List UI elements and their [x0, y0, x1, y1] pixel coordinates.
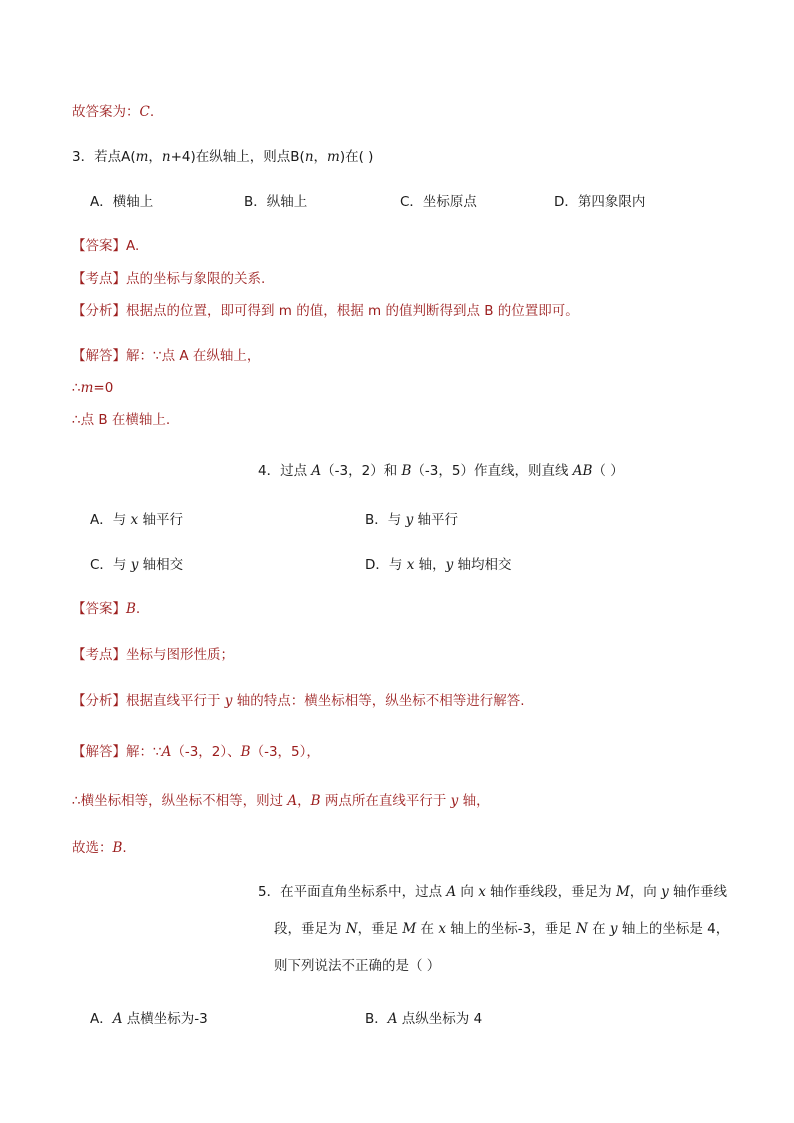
q5-opt-b-post: 点纵坐标为 4	[397, 1011, 483, 1027]
q4-fenxi-line	[72, 692, 525, 710]
q3-var-m: m	[135, 149, 149, 165]
q5-option-b	[365, 1010, 482, 1028]
q5-l1-var-a: A	[446, 884, 457, 900]
q3-text-5: )在( )	[339, 149, 374, 165]
q4-opt-b-var: y	[405, 512, 414, 528]
q4-opt-b-pre: B．与	[365, 512, 406, 528]
q5-opt-a-post: 点横坐标为-3	[122, 1011, 208, 1027]
prev-answer-end: .	[149, 104, 155, 120]
q3-stem	[72, 148, 373, 166]
q3-kaodian: 点的坐标与象限的关系.	[126, 271, 266, 287]
q3-jieda-tag: 【解答】	[72, 348, 126, 364]
q4-step2-a: A	[287, 793, 298, 809]
q3-option-d: D．第四象限内	[554, 194, 646, 210]
q4-opt-a-post: 轴平行	[138, 512, 183, 528]
q4-step2-pre: ∴横坐标相等，纵坐标不相等，则过	[72, 793, 288, 809]
q3-var-m2: m	[327, 149, 340, 165]
q4-step2-y: y	[450, 793, 459, 809]
q5-l1-var-y: y	[661, 884, 669, 900]
q3-text-3: +4)在纵轴上，则点B(	[170, 149, 305, 165]
q3-option-b: B．纵轴上	[244, 194, 308, 210]
q5-l2-var-n2: N	[576, 921, 588, 937]
q3-text-4: ，	[313, 149, 328, 165]
q4-opt-a-var: x	[130, 512, 139, 528]
q3-answer-line	[72, 237, 139, 255]
q5-stem-line-1	[258, 883, 727, 901]
q5-stem-line-3: 则下列说法不正确的是（ ）	[274, 958, 441, 974]
q5-l1-b: 向	[456, 884, 479, 900]
q5-opt-b-pre: B．	[365, 1011, 388, 1027]
q3-answer: A.	[126, 238, 140, 254]
q3-kaodian-line	[72, 270, 265, 288]
q4-opt-d-post: 轴均相交	[453, 557, 512, 573]
q5-l2-var-m: M	[402, 921, 417, 937]
q3-step2: ∴点 B 在横轴上.	[72, 412, 171, 428]
q4-text-3: （-3，5）作直线，则直线	[411, 463, 573, 479]
q4-kaodian-line	[72, 646, 234, 664]
q4-stem	[258, 462, 624, 480]
q3-option-a: A．横轴上	[90, 194, 154, 210]
q4-answer: B	[126, 601, 136, 617]
q4-fenxi-tag: 【分析】	[72, 693, 126, 709]
q4-jieda-b: B	[240, 744, 251, 760]
q5-l2-c: 在	[416, 921, 439, 937]
q5-l1-var-x: x	[478, 884, 486, 900]
q4-opt-d-var2: y	[445, 557, 454, 573]
q3-step1-post: =0	[93, 380, 114, 396]
q4-var-a: A	[311, 463, 322, 479]
q3-step1	[72, 379, 113, 397]
q3-fenxi: 根据点的位置，即可得到 m 的值，根据 m 的值判断得到点 B 的位置即可。	[126, 303, 579, 319]
q3-fenxi-tag: 【分析】	[72, 303, 126, 319]
q5-l1-e: 轴作垂线	[668, 884, 728, 900]
q4-opt-c-var: y	[130, 557, 139, 573]
q5-l2-var-n: N	[345, 921, 358, 937]
q4-text-1: 4．过点	[258, 463, 312, 479]
q4-kaodian-tag: 【考点】	[72, 647, 126, 663]
q4-jieda-mid: （-3，2）、	[171, 744, 241, 760]
q4-opt-c-post: 轴相交	[138, 557, 184, 573]
q5-l1-d: ，向	[629, 884, 662, 900]
q5-opt-a-pre: A．	[90, 1011, 113, 1027]
q5-l1-c: 轴作垂线段，垂足为	[485, 884, 616, 900]
prev-answer-label: 故答案为：	[72, 104, 140, 120]
q4-var-b: B	[401, 463, 412, 479]
q4-select-end: .	[122, 840, 127, 856]
q4-jieda-post: （-3，5），	[250, 744, 320, 760]
q4-jieda-a: A	[161, 744, 172, 760]
q4-jieda-tag: 【解答】	[72, 744, 126, 760]
q3-text-2: ，	[148, 149, 162, 165]
q4-text-2: （-3，2）和	[321, 463, 402, 479]
q4-jieda-pre: 解：∵	[126, 744, 162, 760]
q5-stem-line-2	[274, 920, 729, 938]
q4-opt-a-pre: A．与	[90, 512, 131, 528]
q5-opt-a-var: A	[112, 1011, 123, 1027]
q4-fenxi-var: y	[224, 693, 233, 709]
q4-option-c	[90, 556, 183, 574]
q4-step2-mid: ，	[297, 793, 311, 809]
q4-fenxi-pre: 根据直线平行于	[126, 693, 225, 709]
q4-jieda-line	[72, 743, 320, 761]
q3-answer-tag: 【答案】	[72, 238, 126, 254]
q4-answer-end: .	[135, 601, 141, 617]
prev-answer-value: C	[139, 104, 150, 120]
q3-var-n: n	[161, 149, 171, 165]
q4-opt-c-pre: C．与	[90, 557, 131, 573]
q4-select-label: 故选：	[72, 840, 113, 856]
q4-opt-b-post: 轴平行	[413, 512, 458, 528]
q3-step1-var: m	[80, 380, 94, 396]
q3-step1-pre: ∴	[72, 380, 81, 396]
q4-var-ab: AB	[572, 463, 593, 479]
q5-l2-d: 轴上的坐标-3，垂足	[445, 921, 576, 937]
q3-fenxi-line	[72, 302, 579, 320]
q4-opt-d-mid: 轴，	[414, 557, 446, 573]
q3-jieda-line	[72, 347, 260, 365]
q4-opt-d-pre: D．与	[365, 557, 407, 573]
q4-option-d	[365, 556, 512, 574]
q5-l1-a: 5．在平面直角坐标系中，过点	[258, 884, 447, 900]
q5-l2-a: 段，垂足为	[274, 921, 346, 937]
q4-step2-post: 轴，	[458, 793, 490, 809]
q3-kaodian-tag: 【考点】	[72, 271, 126, 287]
q5-l2-f: 轴上的坐标是 4，	[617, 921, 730, 937]
q5-l2-e: 在	[587, 921, 610, 937]
q4-fenxi-post: 轴的特点：横坐标相等，纵坐标不相等进行解答.	[232, 693, 525, 709]
q4-answer-tag: 【答案】	[72, 601, 126, 617]
q4-opt-d-var1: x	[406, 557, 415, 573]
q4-answer-line	[72, 600, 140, 618]
q4-option-b	[365, 511, 458, 529]
q3-var-n2: n	[304, 149, 314, 165]
prev-answer-line	[72, 103, 154, 121]
q4-step2	[72, 792, 490, 810]
q4-option-a	[90, 511, 183, 529]
q4-step2-b: B	[310, 793, 321, 809]
q4-kaodian: 坐标与图形性质；	[126, 647, 234, 663]
q5-opt-b-var: A	[387, 1011, 398, 1027]
q5-l2-var-x: x	[438, 921, 446, 937]
q5-l2-b: ，垂足	[357, 921, 403, 937]
q5-l2-var-y: y	[609, 921, 618, 937]
q3-number: 3．	[72, 149, 95, 165]
q3-option-c: C．坐标原点	[400, 194, 477, 210]
q3-text-1: 若点A(	[94, 149, 136, 165]
q3-jieda: 解：∵点 A 在纵轴上，	[126, 348, 261, 364]
q4-select-value: B	[112, 840, 123, 856]
q4-step2-mid2: 两点所在直线平行于	[320, 793, 451, 809]
q4-text-4: （ ）	[592, 463, 624, 479]
q5-option-a	[90, 1010, 208, 1028]
q5-l1-var-m: M	[615, 884, 630, 900]
q4-select-line	[72, 839, 127, 857]
